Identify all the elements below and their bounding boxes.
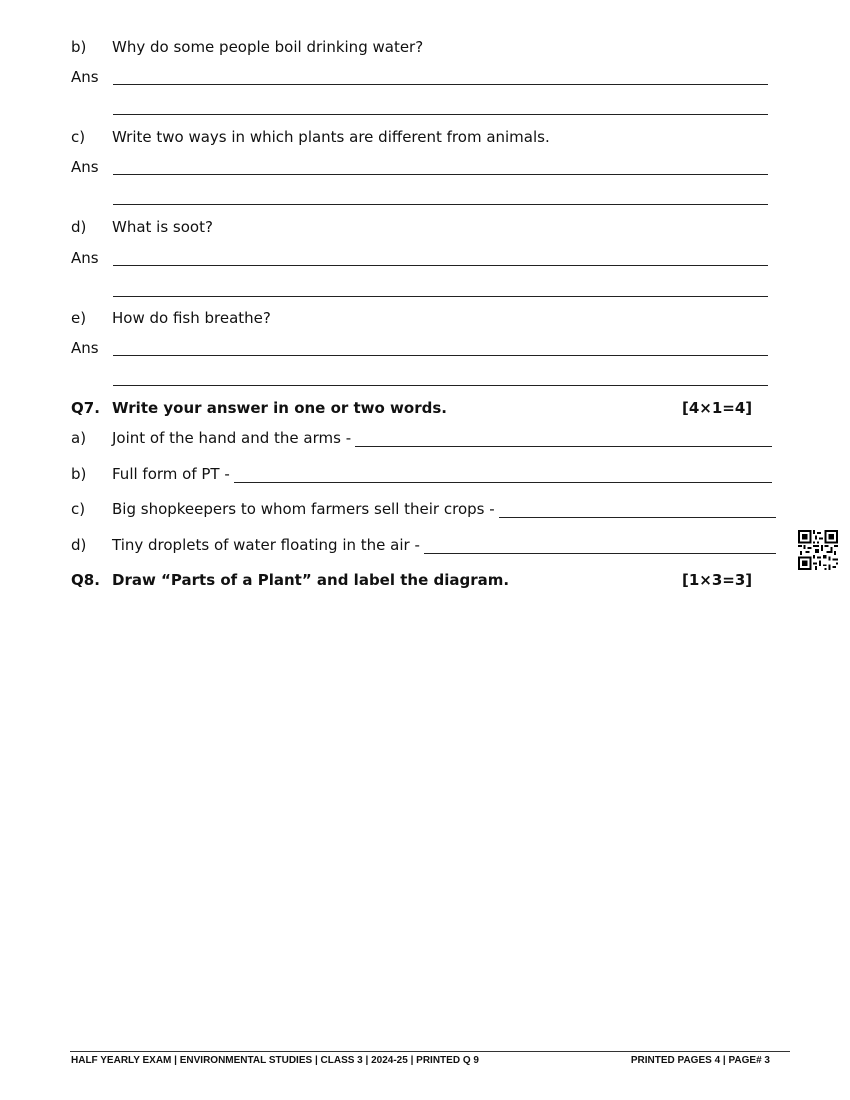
question-text: Why do some people boil drinking water? (112, 38, 424, 56)
answer-block-c-2 (0, 188, 850, 210)
answer-block-d-2 (0, 280, 850, 302)
item-text: Big shopkeepers to whom farmers sell their crops - (112, 500, 495, 518)
answer-line[interactable] (113, 84, 768, 85)
question-label: d) (71, 218, 87, 236)
item-label: d) (71, 536, 87, 554)
answer-block-b-2 (0, 98, 850, 120)
question-text: How do fish breathe? (112, 309, 271, 327)
question-e (0, 309, 850, 331)
footer-divider (70, 1051, 790, 1052)
question-text: Write two ways in which plants are different from animals. (112, 128, 550, 146)
answer-line[interactable] (113, 204, 768, 205)
item-label: a) (71, 429, 87, 447)
answer-line[interactable] (113, 174, 768, 175)
answer-block-e (0, 339, 850, 361)
q7-item-a (0, 429, 850, 451)
marks: [1×3=3] (682, 571, 753, 589)
ans-label: Ans (71, 339, 99, 357)
answer-line[interactable] (113, 355, 768, 356)
footer-right: PRINTED PAGES 4 | PAGE# 3 (630, 1055, 770, 1066)
answer-line[interactable] (113, 265, 768, 266)
answer-line[interactable] (113, 296, 768, 297)
q7-item-d (0, 536, 850, 558)
answer-block-b (0, 68, 850, 90)
question-c (0, 128, 850, 150)
question-label: b) (71, 38, 87, 56)
question-number: Q8. (71, 571, 100, 589)
ans-label: Ans (71, 249, 99, 267)
question-d (0, 218, 850, 240)
qr-code-icon (798, 530, 838, 570)
item-text: Tiny droplets of water floating in the air - (112, 536, 420, 554)
answer-line[interactable] (113, 114, 768, 115)
answer-blank[interactable] (499, 501, 776, 518)
item-text: Full form of PT - (112, 465, 230, 483)
item-label: b) (71, 465, 87, 483)
marks: [4×1=4] (682, 399, 753, 417)
question-number: Q7. (71, 399, 100, 417)
answer-block-e-2 (0, 369, 850, 391)
item-label: c) (71, 500, 86, 518)
answer-block-c (0, 158, 850, 180)
ans-label: Ans (71, 68, 99, 86)
item-text: Joint of the hand and the arms - (112, 429, 352, 447)
answer-blank[interactable] (424, 537, 776, 554)
question-8-header (0, 571, 850, 593)
question-label: e) (71, 309, 87, 327)
question-text: What is soot? (112, 218, 213, 236)
footer-left: HALF YEARLY EXAM | ENVIRONMENTAL STUDIES | CLASS 3 | 2024-25 | PRINTED Q 9 (71, 1055, 479, 1066)
question-label: c) (71, 128, 86, 146)
question-title: Write your answer in one or two words. (112, 399, 447, 417)
q7-item-b (0, 465, 850, 487)
answer-blank[interactable] (355, 430, 772, 447)
answer-block-d (0, 249, 850, 271)
answer-line[interactable] (113, 385, 768, 386)
question-b (0, 38, 850, 60)
answer-blank[interactable] (234, 466, 772, 483)
q7-item-c (0, 500, 850, 522)
question-7-header (0, 399, 850, 421)
question-title: Draw “Parts of a Plant” and label the diagram. (112, 571, 510, 589)
ans-label: Ans (71, 158, 99, 176)
